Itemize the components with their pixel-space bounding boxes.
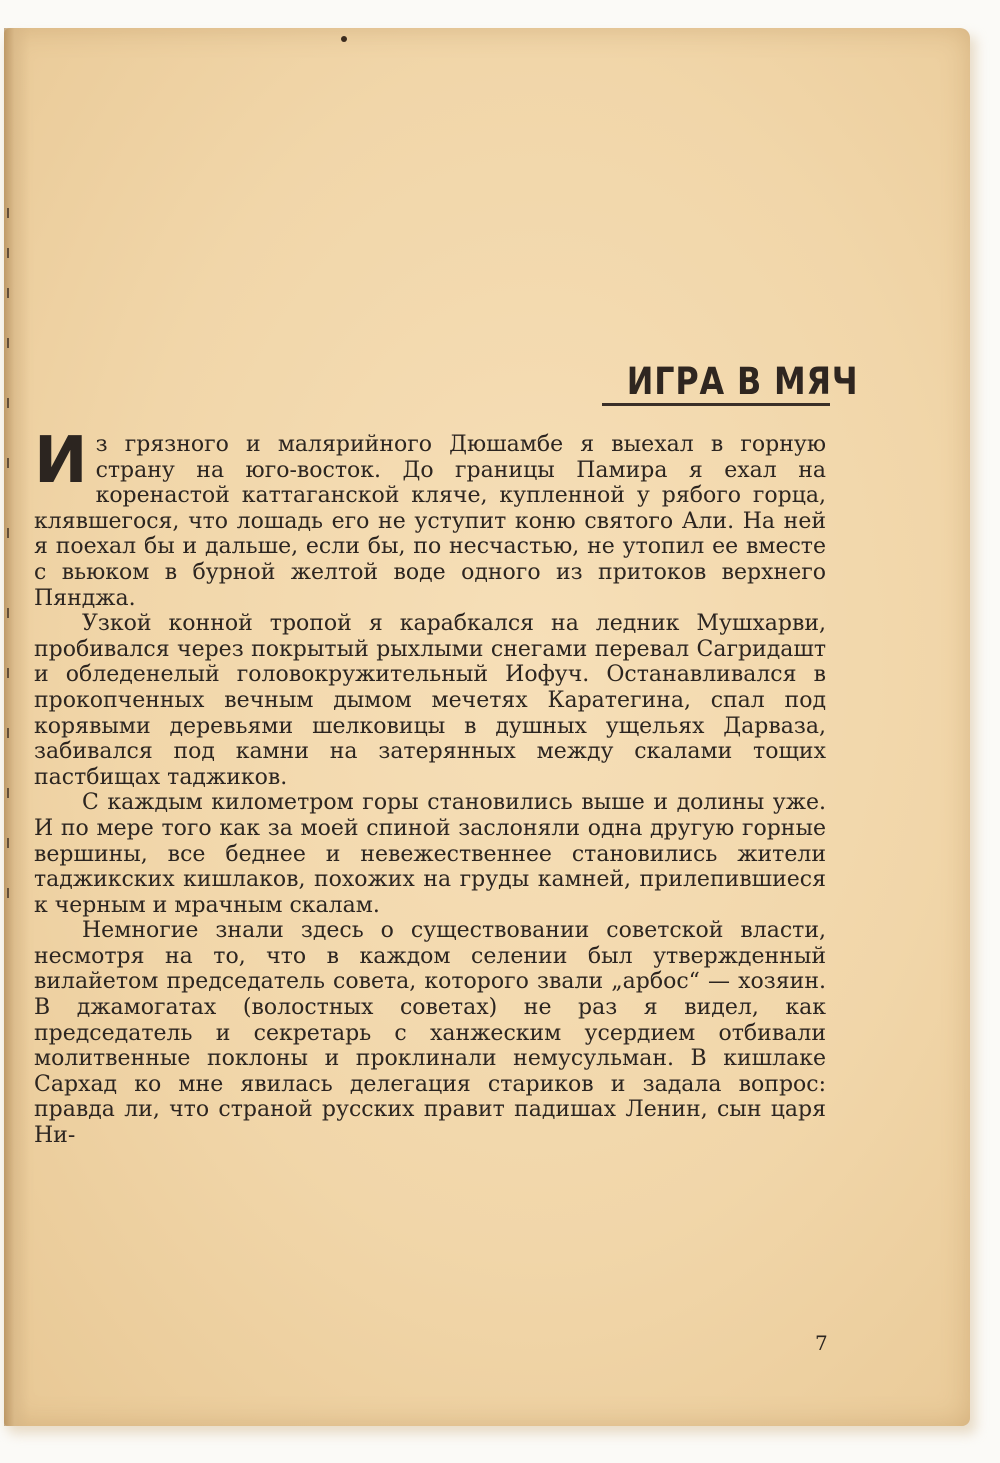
paragraph-2: Узкой конной тропой я карабкался на ледник Мушхарви, пробивался через покрытый рыхлыми снегами перевал Сагридашт и обледенелый головокружительный Иофуч. Останавливался в прокопченных вечным дымом мечетях Каратегина, спал под корявыми деревьями шелковицы в душных ущельях Дарваза, забивался под камни на затерянных между скалами тощих пастбищах таджиков.	[34, 611, 826, 790]
paragraph-1	[34, 424, 826, 611]
paragraph-4: Немногие знали здесь о существовании советской власти, несмотря на то, что в каждом селении был утвержденный вилайетом председатель совета, которого звали „арбос“ — хозяин. В джамогатах (волостных советах) не раз я видел, как председатель и секретарь с ханжеским усердием отбивали молитвенные поклоны и проклинали немусульман. В кишлаке Сархад ко мне явилась делегация стариков и задала вопрос: правда ли, что страной русских правит падишах Ленин, сын царя Ни-	[34, 918, 826, 1149]
page-number: 7	[815, 1331, 828, 1355]
chapter-title: ИГРА В МЯЧ	[626, 360, 858, 403]
ink-speck	[341, 36, 347, 42]
paragraph-3: С каждым километром горы становились выше и долины уже. И по мере того как за моей спиной заслоняли одна другую горные вершины, все беднее и невежественнее становились жители таджикских кишлаков, похожих на груды камней, прилепившиеся к черным и мрачным скалам.	[34, 790, 826, 918]
edge-marks	[7, 188, 15, 988]
paragraph-1-text: з грязного и малярийного Дюшамбе я выехал в горную страну на юго-восток. До границы Памира я ехал на коренастой каттаганской кляче, купленной у рябого горца, клявшегося, что лошадь его не уступит коню святого Али. На ней я поехал бы и дальше, если бы, по несчастью, не утопил ее вместе с вьюком в бурной желтой воде одного из притоков верхнего Пянджа.	[34, 432, 826, 611]
body-text	[34, 424, 826, 1149]
title-underline	[602, 403, 830, 406]
drop-cap: И	[34, 424, 88, 498]
